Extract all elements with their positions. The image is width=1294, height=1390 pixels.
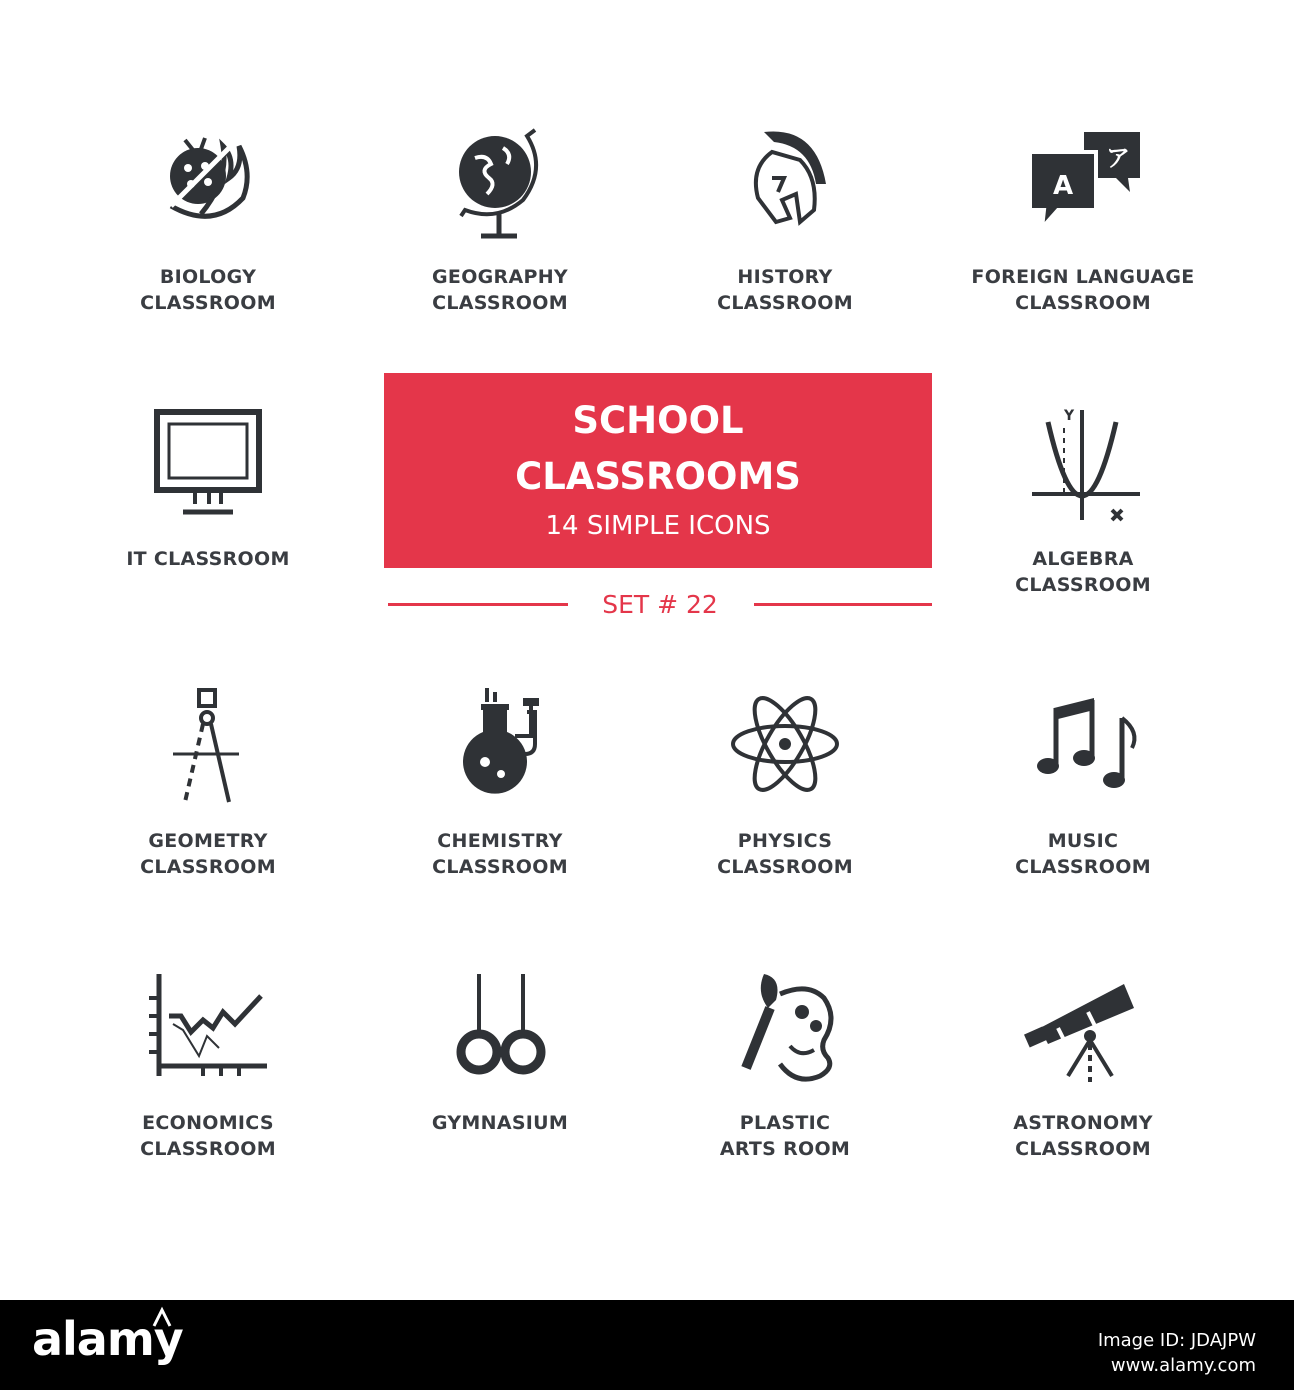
geometry-label-line1: GEOMETRY bbox=[148, 830, 268, 852]
icon-history bbox=[655, 118, 915, 328]
svg-text:Y: Y bbox=[1064, 408, 1075, 424]
spartan-helmet-icon bbox=[720, 118, 850, 248]
gymnastic-rings-icon bbox=[435, 964, 565, 1094]
it-label-line1: IT CLASSROOM bbox=[126, 548, 290, 570]
flask-icon bbox=[435, 682, 565, 812]
geography-label-line1: GEOGRAPHY bbox=[432, 266, 568, 288]
icon-geography bbox=[370, 118, 630, 328]
music-notes-icon bbox=[1018, 682, 1148, 812]
geometry-label-line2: CLASSROOM bbox=[140, 856, 276, 878]
banner-subtitle: 14 SIMPLE ICONS bbox=[545, 511, 771, 541]
logo-mark-icon bbox=[150, 1306, 174, 1330]
globe-icon bbox=[435, 118, 565, 248]
set-label: SET # 22 bbox=[602, 590, 718, 619]
plastic-arts-label-line2: ARTS ROOM bbox=[719, 1138, 851, 1160]
foreign-language-label-line1: FOREIGN LANGUAGE bbox=[971, 266, 1195, 288]
astronomy-label-line2: CLASSROOM bbox=[1015, 1138, 1151, 1160]
banner-title-line2: CLASSROOMS bbox=[515, 455, 801, 498]
icon-algebra bbox=[953, 400, 1213, 610]
economics-label-line1: ECONOMICS bbox=[142, 1112, 274, 1134]
telescope-icon bbox=[1018, 964, 1148, 1094]
divider-right bbox=[754, 603, 932, 606]
foreign-language-label-line2: CLASSROOM bbox=[1015, 292, 1151, 314]
image-id: Image ID: JDAJPW bbox=[1097, 1330, 1256, 1351]
footer-url: www.alamy.com bbox=[1110, 1355, 1256, 1376]
music-label-line1: MUSIC bbox=[1047, 830, 1119, 852]
icon-physics bbox=[655, 682, 915, 892]
svg-text:ア: ア bbox=[1106, 144, 1130, 172]
atom-icon bbox=[720, 682, 850, 812]
physics-label-line1: PHYSICS bbox=[737, 830, 833, 852]
icon-chemistry bbox=[370, 682, 630, 892]
plastic-arts-label-line1: PLASTIC bbox=[739, 1112, 831, 1134]
icon-biology bbox=[78, 118, 338, 328]
banner-title-line1: SCHOOL bbox=[572, 399, 744, 442]
icon-it bbox=[78, 400, 338, 580]
chemistry-label-line1: CHEMISTRY bbox=[437, 830, 563, 852]
history-label-line1: HISTORY bbox=[737, 266, 833, 288]
icon-plastic-arts bbox=[655, 964, 915, 1174]
geography-label-line2: CLASSROOM bbox=[432, 292, 568, 314]
chemistry-label-line2: CLASSROOM bbox=[432, 856, 568, 878]
line-chart-icon bbox=[143, 964, 273, 1094]
alamy-logo bbox=[32, 1312, 183, 1366]
svg-text:A: A bbox=[1052, 171, 1074, 201]
monitor-icon bbox=[143, 400, 273, 530]
icon-astronomy bbox=[953, 964, 1213, 1174]
astronomy-label-line1: ASTRONOMY bbox=[1013, 1112, 1153, 1134]
compass-icon bbox=[143, 682, 273, 812]
history-label-line2: CLASSROOM bbox=[717, 292, 853, 314]
icon-gymnasium bbox=[370, 964, 630, 1174]
music-label-line2: CLASSROOM bbox=[1015, 856, 1151, 878]
ladybug-leaf-icon bbox=[143, 118, 273, 248]
icon-geometry bbox=[78, 682, 338, 892]
set-number-divider bbox=[388, 590, 932, 620]
economics-label-line2: CLASSROOM bbox=[140, 1138, 276, 1160]
biology-label-line1: BIOLOGY bbox=[159, 266, 257, 288]
parabola-graph-icon bbox=[1018, 400, 1148, 530]
gymnasium-label-line1: GYMNASIUM bbox=[431, 1112, 569, 1134]
biology-label-line2: CLASSROOM bbox=[140, 292, 276, 314]
icon-music bbox=[953, 682, 1213, 892]
icon-economics bbox=[78, 964, 338, 1174]
algebra-label-line1: ALGEBRA bbox=[1032, 548, 1134, 570]
title-banner bbox=[384, 373, 932, 568]
physics-label-line2: CLASSROOM bbox=[717, 856, 853, 878]
algebra-label-line2: CLASSROOM bbox=[1015, 574, 1151, 596]
stock-footer bbox=[0, 1300, 1294, 1390]
icon-foreign-language bbox=[953, 118, 1213, 328]
palette-brush-icon bbox=[720, 964, 850, 1094]
logo-text: alamy bbox=[32, 1312, 183, 1366]
translation-bubbles-icon bbox=[1018, 118, 1148, 248]
